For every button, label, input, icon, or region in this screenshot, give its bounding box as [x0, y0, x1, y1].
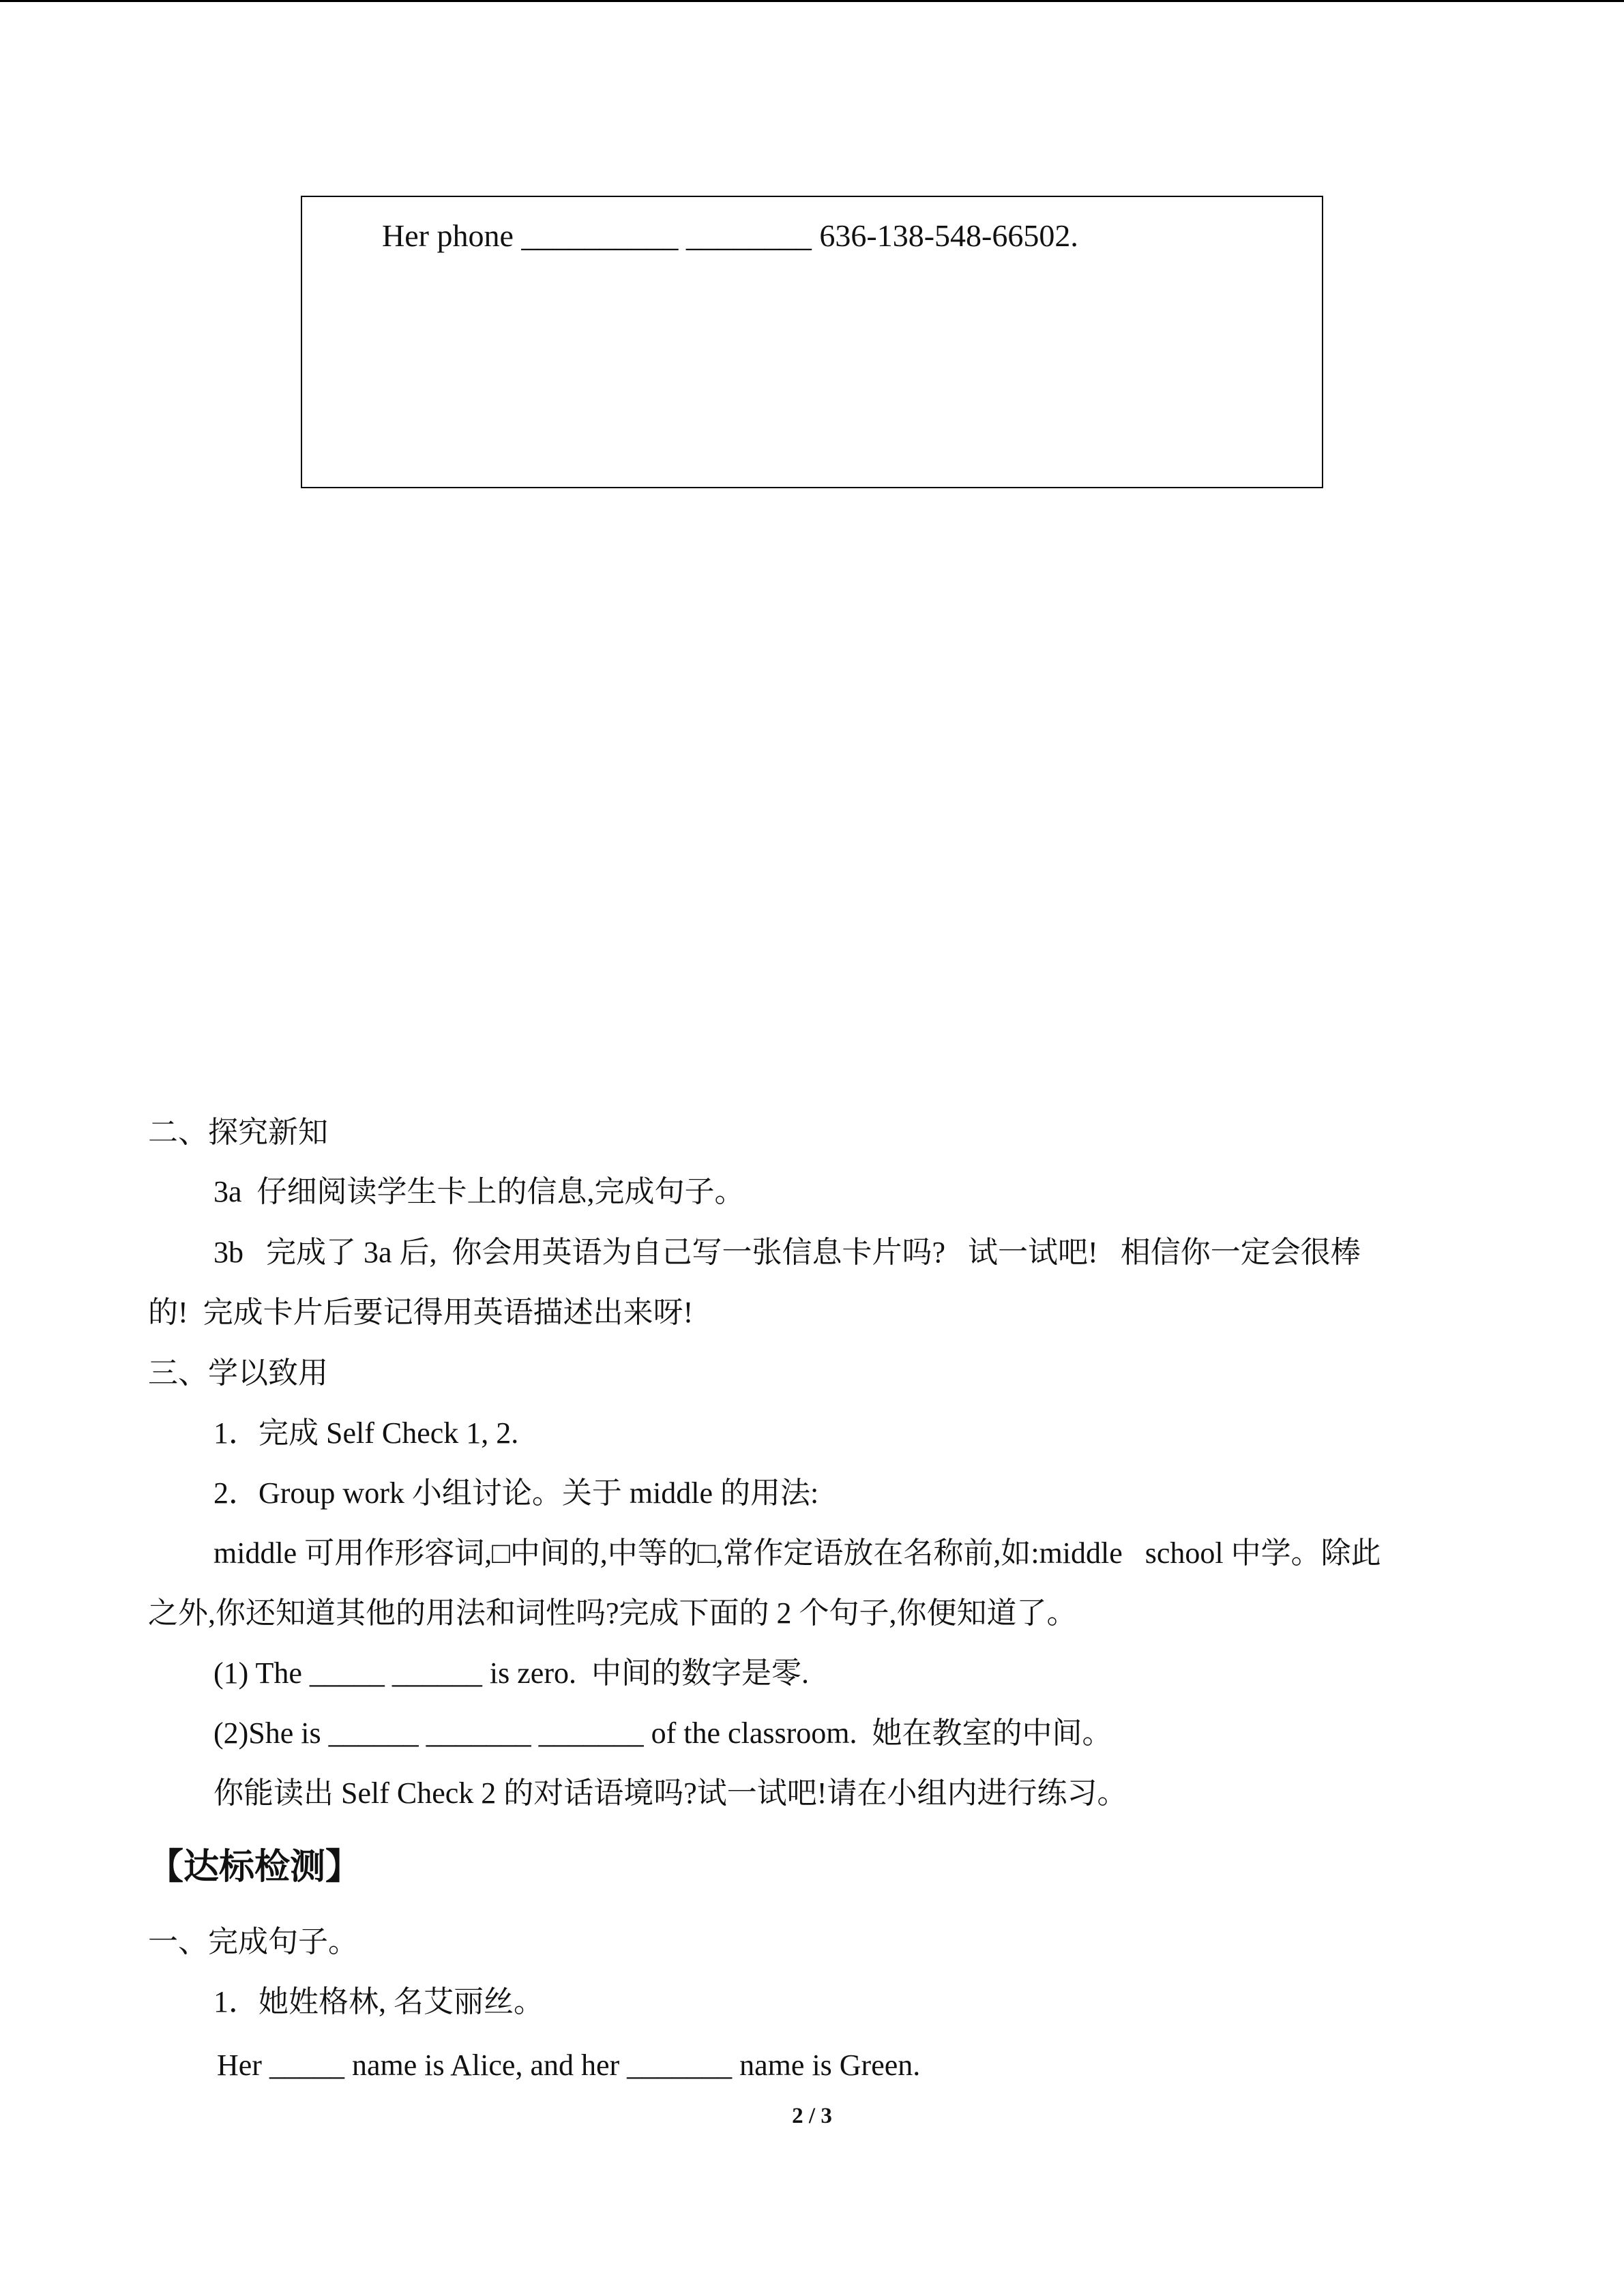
check-heading: 【达标检测】: [148, 1847, 361, 1888]
section-apply-title: 三、学以致用: [148, 1356, 328, 1390]
apply-item-2: 2．Group work 小组讨论。关于 middle 的用法:: [213, 1476, 819, 1510]
check-part1-title: 一、完成句子。: [148, 1925, 358, 1958]
practice-instruction: 你能读出 Self Check 2 的对话语境吗?试一试吧!请在小组内进行练习。: [213, 1776, 1127, 1810]
middle-usage-line1: middle 可用作形容词,□中间的,中等的□,常作定语放在名称前,如:middle school 中学。除此: [213, 1536, 1381, 1570]
check-question-1: 1．她姓格林, 名艾丽丝。: [213, 1985, 544, 2018]
page-number: 2 / 3: [792, 2104, 832, 2128]
apply-item-1: 1．完成 Self Check 1, 2.: [213, 1416, 519, 1450]
item-3b-line1: 3b 完成了 3a 后, 你会用英语为自己写一张信息卡片吗? 试一试吧! 相信你一定会很棒: [213, 1236, 1361, 1269]
item-3b-line2: 的! 完成卡片后要记得用英语描述出来呀!: [148, 1296, 694, 1329]
sentence-2: (2)She is ______ _______ _______ of the classroom. 她在教室的中间。: [213, 1716, 1112, 1750]
phone-sentence: Her phone __________ ________ 636-138-548-66502.: [382, 218, 1078, 253]
check-question-1-answer: Her _____ name is Alice, and her _______ name is Green.: [217, 2048, 921, 2082]
top-border-line: [0, 0, 1624, 2]
sentence-1: (1) The _____ ______ is zero. 中间的数字是零.: [213, 1656, 809, 1690]
info-card-box: [301, 196, 1323, 488]
middle-usage-line2: 之外,你还知道其他的用法和词性吗?完成下面的 2 个句子,你便知道了。: [148, 1596, 1077, 1630]
item-3a: 3a 仔细阅读学生卡上的信息,完成句子。: [213, 1175, 745, 1208]
section-explore-title: 二、探究新知: [148, 1116, 328, 1149]
